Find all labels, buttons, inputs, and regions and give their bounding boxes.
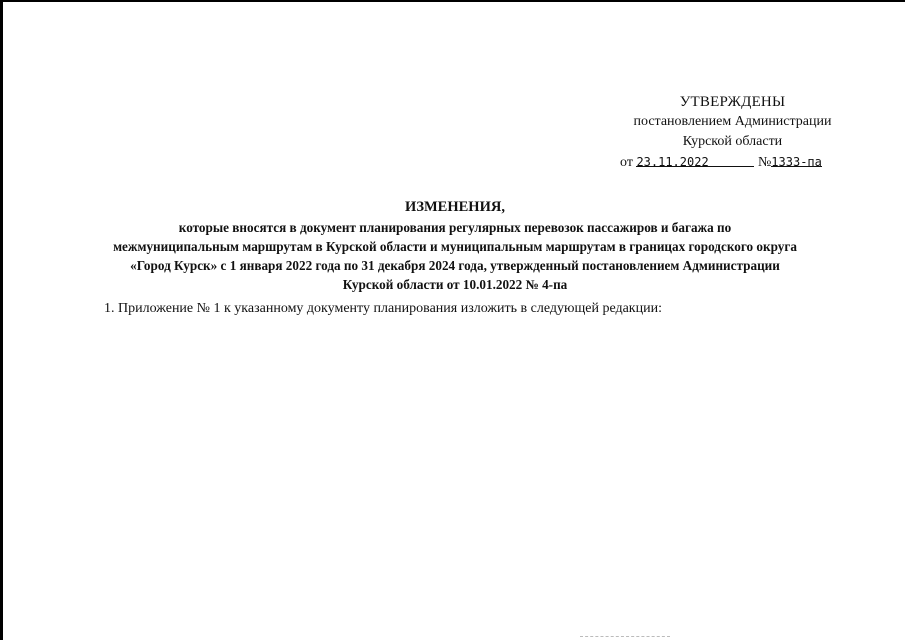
list-item	[104, 301, 662, 317]
item-number: 1.	[104, 301, 115, 316]
date-prefix: от	[620, 155, 633, 170]
approval-title: УТВЕРЖДЕНЫ	[679, 94, 786, 110]
number-prefix: №	[757, 155, 772, 170]
heading-line-4: Курской области от 10.01.2022 № 4-па	[342, 277, 568, 292]
scan-edge-left	[0, 0, 3, 640]
scan-edge-top	[0, 0, 905, 2]
approval-date-row	[590, 152, 875, 173]
approval-block	[590, 92, 875, 173]
item-text: Приложение № 1 к указанному документу планирования изложить в следующей редакции:	[118, 301, 662, 316]
approval-line-1: постановлением Администрации	[633, 114, 832, 129]
date-field	[636, 152, 754, 167]
heading-title: ИЗМЕНЕНИЯ,	[405, 199, 505, 215]
heading-line-2: межмуниципальным маршрутам в Курской области и муниципальным маршрутам в границах городского округа	[113, 239, 797, 254]
date-value: 23.11.2022	[636, 155, 709, 169]
approval-line-2: Курской области	[682, 134, 783, 149]
heading-line-3: «Город Курск» с 1 января 2022 года по 31 декабря 2024 года, утвержденный постановлением Администрации	[130, 258, 780, 273]
scan-artifact-line	[580, 636, 670, 638]
number-value: 1333-па	[771, 152, 822, 167]
document-heading	[40, 198, 870, 294]
heading-line-1: которые вносятся в документ планирования регулярных перевозок пассажиров и багажа по	[178, 220, 732, 235]
